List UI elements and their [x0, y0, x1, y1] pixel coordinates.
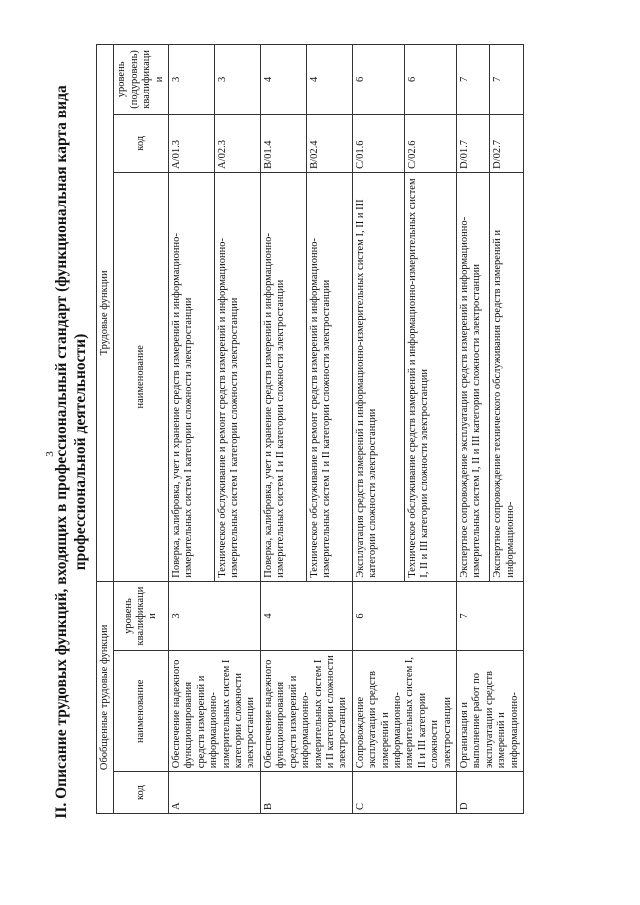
gen-code-cell: C: [352, 772, 456, 814]
rotated-content: [50, 32, 590, 872]
section-title: [50, 32, 90, 872]
gen-level-cell: 7: [456, 581, 523, 651]
func-name-cell: Эксплуатация средств измерений и информационно-измерительных систем I, II и III категории сложности электростанции: [352, 172, 404, 581]
func-level-cell: 7: [456, 45, 490, 115]
gen-level-cell: 3: [169, 581, 261, 651]
func-level-cell: 3: [214, 45, 260, 115]
func-code-cell: C/02.6: [404, 114, 456, 172]
func-code-cell: A/01.3: [169, 114, 215, 172]
func-code-cell: C/01.6: [352, 114, 404, 172]
gen-code-header: код: [114, 772, 169, 814]
table-row: [456, 45, 490, 814]
func-code-cell: B/01.4: [260, 114, 306, 172]
table-row: [169, 45, 215, 814]
table-row: [352, 45, 404, 814]
func-code-cell: B/02.4: [306, 114, 352, 172]
gen-name-cell: Обеспечение надежного функционирования средств измерений и информационно-измерительных систем I категории сложности электростанции: [169, 651, 261, 772]
gen-name-header: наименование: [114, 651, 169, 772]
func-level-cell: 7: [490, 45, 524, 115]
func-name-cell: Техническое обслуживание и ремонт средств измерений и информационно-измерительных систем I категории сложности электростанции: [214, 172, 260, 581]
header-row-2: [114, 45, 169, 814]
func-name-header: наименование: [114, 172, 169, 581]
header-row-1: [97, 45, 114, 814]
gen-level-cell: 4: [260, 581, 352, 651]
func-level-cell: 4: [260, 45, 306, 115]
gen-name-cell: Сопровождение эксплуатации средств измерений и информационно-измерительных систем I, II и III категории сложности электростанции: [352, 651, 456, 772]
func-level-cell: 3: [169, 45, 215, 115]
func-name-cell: Поверка, калибровка, учет и хранение средств измерений и информационно-измерительных систем I категории сложности электростанции: [169, 172, 215, 581]
func-level-cell: 4: [306, 45, 352, 115]
functional-map-table: [96, 44, 524, 814]
func-name-cell: Поверка, калибровка, учет и хранение средств измерений и информационно-измерительных систем I и II категории сложности электростанции: [260, 172, 306, 581]
func-level-header: уровень (подуровень) квалификации: [114, 45, 169, 115]
section-title-line2: профессиональной деятельности): [72, 333, 89, 571]
gen-level-cell: 6: [352, 581, 456, 651]
gen-name-cell: Обеспечение надежного функционирования средств измерений и информационно-измерительных систем I и II категории сложности электростанции: [260, 651, 352, 772]
func-code-cell: D/01.7: [456, 114, 490, 172]
func-name-cell: Экспертное сопровождение эксплуатации средств измерений и информационно-измерительных систем I, II и III категории сложности электростанции: [456, 172, 490, 581]
func-level-cell: 6: [404, 45, 456, 115]
section-title-line1: II. Описание трудовых функций, входящих в профессиональный стандарт (функциональная карта вида: [53, 85, 70, 819]
table-row: [260, 45, 306, 814]
func-name-cell: Экспертное сопровождение технического обслуживания средств измерений и информационно-: [490, 172, 524, 581]
gen-code-cell: D: [456, 772, 523, 814]
generalized-functions-header: Обобщенные трудовые функции: [97, 581, 114, 813]
func-code-cell: D/02.7: [490, 114, 524, 172]
func-code-header: код: [114, 114, 169, 172]
gen-name-cell: Организация и выполнение работ по эксплуатации средств измерений и информационно-: [456, 651, 523, 772]
func-level-cell: 6: [352, 45, 404, 115]
func-code-cell: A/02.3: [214, 114, 260, 172]
gen-code-cell: A: [169, 772, 261, 814]
func-name-cell: Техническое обслуживание и ремонт средств измерений и информационно-измерительных систем I и II категории сложности электростанции: [306, 172, 352, 581]
labor-functions-header: Трудовые функции: [97, 45, 114, 582]
page-number: 3: [44, 451, 56, 457]
func-name-cell: Техническое обслуживание средств измерений и информационно-измерительных систем I, II и III категории сложности электростанции: [404, 172, 456, 581]
gen-level-header: уровень квалификации: [114, 581, 169, 651]
gen-code-cell: B: [260, 772, 352, 814]
